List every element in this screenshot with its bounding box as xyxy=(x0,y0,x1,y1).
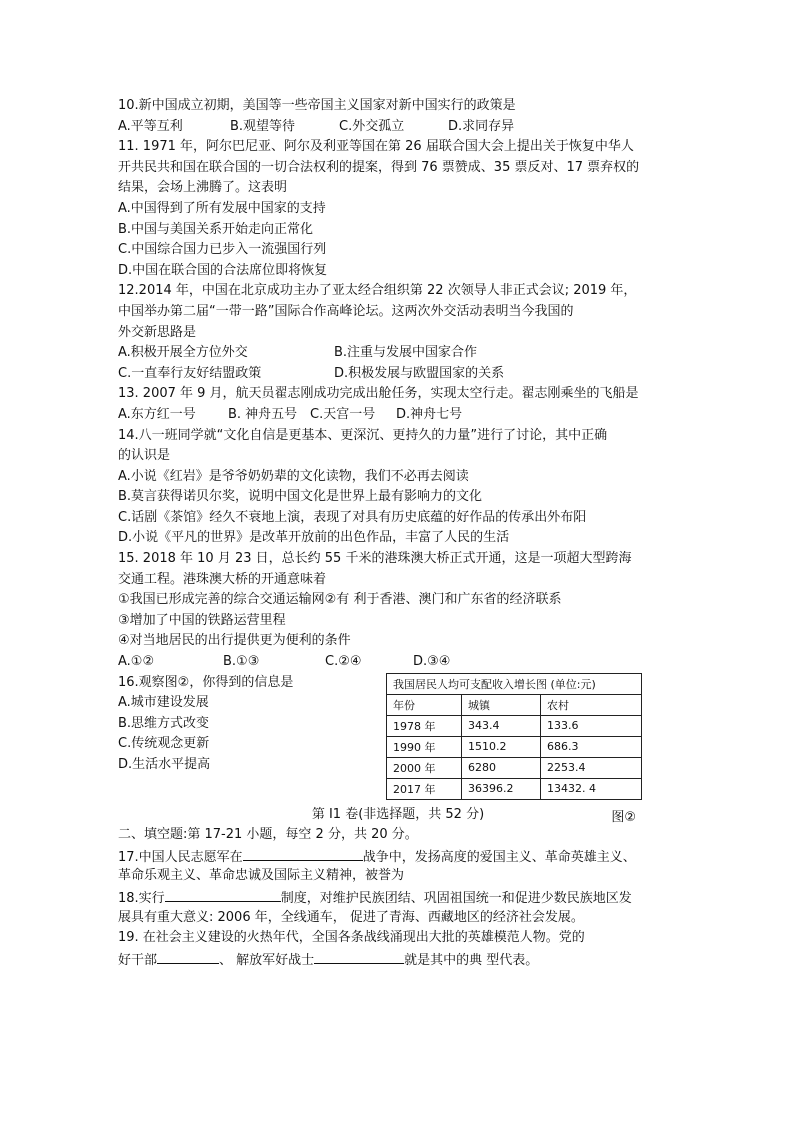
q13-stem: 13. 2007 年 9 月，航天员翟志刚成功完成出舱任务，实现太空行走。翟志刚乘坐的飞船是 xyxy=(118,386,639,402)
q15-option-c: C.②④ xyxy=(325,654,362,670)
q12-line-2: 中国举办第二届“一带一路”国际合作高峰论坛。这两次外交活动表明当今我国的 xyxy=(118,303,574,319)
cell-year: 1978 年 xyxy=(387,715,462,736)
cell-year: 2000 年 xyxy=(387,757,462,778)
cell-year: 2017 年 xyxy=(387,778,462,799)
cell-rural: 13432. 4 xyxy=(541,778,642,799)
table-row xyxy=(387,778,642,799)
table-row xyxy=(387,757,642,778)
q12-options-row-1 xyxy=(118,343,678,364)
q14-option-b: B.莫言获得诺贝尔奖，说明中国文化是世界上最有影响力的文化 xyxy=(118,489,483,505)
q11-line-1: 11. 1971 年，阿尔巴尼亚、阿尔及利亚等国在第 26 届联合国大会上提出关于恢复中华人 xyxy=(118,139,634,155)
q10-option-d: D.求同存异 xyxy=(448,118,515,134)
q10-options xyxy=(118,117,678,138)
q12-line-3: 外交新思路是 xyxy=(118,324,197,340)
q13-option-b: B. 神舟五号 xyxy=(228,406,298,422)
q15-option-a: A.①② xyxy=(118,654,155,670)
q16-option-a: A.城市建设发展 xyxy=(118,695,209,711)
q18-line-1 xyxy=(118,887,678,908)
q18-blank[interactable] xyxy=(165,887,281,902)
q18-text-b: 制度，对维护民族团结、巩固祖国统一和促进少数民族地区发 xyxy=(280,891,632,906)
table-row xyxy=(387,715,642,736)
cell-rural: 2253.4 xyxy=(541,757,642,778)
header-urban: 城镇 xyxy=(462,694,541,715)
table-row xyxy=(387,736,642,757)
q19-line-1: 19. 在社会主义建设的火热年代，全国各条战线涌现出大批的英雄模范人物。党的 xyxy=(118,930,585,946)
q10-option-b: B.观望等待 xyxy=(230,118,296,134)
table-header-row xyxy=(387,694,642,715)
table-caption: 我国居民人均可支配收入增长图 (单位:元) xyxy=(387,673,642,694)
q15-option-d: D.③④ xyxy=(413,654,451,670)
q17-blank[interactable] xyxy=(243,846,363,861)
q15-line-2: 交通工程。港珠澳大桥的开通意味着 xyxy=(118,571,327,587)
q14-line-1: 14.八一班同学就“文化自信是更基本、更深沉、更持久的力量”进行了讨论，其中正确 xyxy=(118,427,608,443)
income-table xyxy=(386,673,642,800)
q11-line-3: 结果，会场上沸腾了。这表明 xyxy=(118,180,288,196)
q19-text-b: 、 解放军好战士 xyxy=(219,952,315,968)
cell-urban: 343.4 xyxy=(462,715,541,736)
q16-stem: 16.观察图②，你得到的信息是 xyxy=(118,674,294,690)
part2-title: 第 I1 卷(非选择题，共 52 分) xyxy=(311,806,485,822)
q11-line-2: 开共民共和国在联合国的一切合法权利的提案，得到 76 票赞成、35 票反对、17 票弃权的 xyxy=(118,159,640,175)
q17-text-b: 战争中，发扬高度的爱国主义、革命英雄主义、 xyxy=(362,849,636,865)
q10-stem: 10.新中国成立初期，美国等一些帝国主义国家对新中国实行的政策是 xyxy=(118,98,516,113)
q15-item-1-2: ①我国已形成完善的综合交通运输网②有 利于香港、澳门和广东省的经济联系 xyxy=(118,592,562,608)
q11-option-a: A.中国得到了所有发展中国家的支持 xyxy=(118,200,326,216)
exam-page xyxy=(118,96,678,969)
q14-option-d: D.小说《平凡的世界》是改革开放前的出色作品，丰富了人民的生活 xyxy=(118,530,510,546)
q19-blank-1[interactable] xyxy=(157,949,219,964)
figure-label: 图② xyxy=(611,809,636,825)
q14-option-a: A.小说《红岩》是爷爷奶奶辈的文化读物，我们不必再去阅读 xyxy=(118,468,469,484)
q11-option-b: B.中国与美国关系开始走向正常化 xyxy=(118,221,314,237)
header-year: 年份 xyxy=(387,694,462,715)
q17-line-2: 革命乐观主义、革命忠诚及国际主义精神，被誉为 xyxy=(118,868,405,884)
cell-urban: 6280 xyxy=(462,757,541,778)
q15-item-3: ③增加了中国的铁路运营里程 xyxy=(118,612,286,628)
q19-text-c: 就是其中的典 型代表。 xyxy=(404,952,539,968)
q19-blank-2[interactable] xyxy=(314,949,404,964)
q14-line-2: 的认识是 xyxy=(118,448,171,464)
q13-option-a: A.东方红一号 xyxy=(118,406,196,422)
q16-option-c: C.传统观念更新 xyxy=(118,736,210,752)
q15-item-4: ④对当地居民的出行提供更为便利的条件 xyxy=(118,633,351,649)
q12-option-a: A.积极开展全方位外交 xyxy=(118,345,248,361)
q19-line-2 xyxy=(118,949,678,970)
q10-option-a: A.平等互利 xyxy=(118,118,183,134)
q18-line-2: 展具有重大意义: 2006 年，全线通车， 促进了青海、西藏地区的经济社会发展。 xyxy=(118,909,584,925)
q16-option-b: B.思维方式改变 xyxy=(118,715,210,731)
income-table-figure xyxy=(386,673,642,825)
q12-option-d: D.积极发展与欧盟国家的关系 xyxy=(334,365,505,381)
cell-rural: 686.3 xyxy=(541,736,642,757)
q16-option-d: D.生活水平提高 xyxy=(118,757,211,772)
q12-option-b: B.注重与发展中国家合作 xyxy=(334,345,478,361)
q17-line-1 xyxy=(118,846,678,867)
q11-option-d: D.中国在联合国的合法席位即将恢复 xyxy=(118,262,328,278)
q11-option-c: C.中国综合国力已步入一流强国行列 xyxy=(118,242,327,258)
cell-rural: 133.6 xyxy=(541,715,642,736)
q16-text xyxy=(118,673,293,776)
q13-options xyxy=(118,405,678,426)
q12-line-1: 12.2014 年，中国在北京成功主办了亚太经合组织第 22 次领导人非正式会议; 2019 年， xyxy=(118,283,637,299)
q13-option-d: D.神舟七号 xyxy=(396,406,463,422)
q18-text-a: 18.实行 xyxy=(118,891,165,906)
q10-option-c: C.外交孤立 xyxy=(339,118,405,134)
cell-urban: 1510.2 xyxy=(462,736,541,757)
q12-option-c: C.一直奉行友好结盟政策 xyxy=(118,365,262,381)
q17-text-a: 17.中国人民志愿军在 xyxy=(118,849,243,865)
q13-option-c: C.天宫一号 xyxy=(310,406,376,422)
q12-options-row-2 xyxy=(118,364,678,385)
q15-option-b: B.①③ xyxy=(223,654,260,670)
header-rural: 农村 xyxy=(541,694,642,715)
q14-option-c: C.话剧《茶馆》经久不衰地上演，表现了对具有历史底蕴的好作品的传承出外布阳 xyxy=(118,509,587,525)
q15-options xyxy=(118,652,678,673)
cell-urban: 36396.2 xyxy=(462,778,541,799)
q15-line-1: 15. 2018 年 10 月 23 日，总长约 55 千米的港珠澳大桥正式开通，这是一项超大型跨海 xyxy=(118,551,632,567)
q19-text-a: 好干部 xyxy=(118,952,158,968)
section-heading: 二、填空题:第 17-21 小题，每空 2 分，共 20 分。 xyxy=(118,827,418,843)
cell-year: 1990 年 xyxy=(387,736,462,757)
